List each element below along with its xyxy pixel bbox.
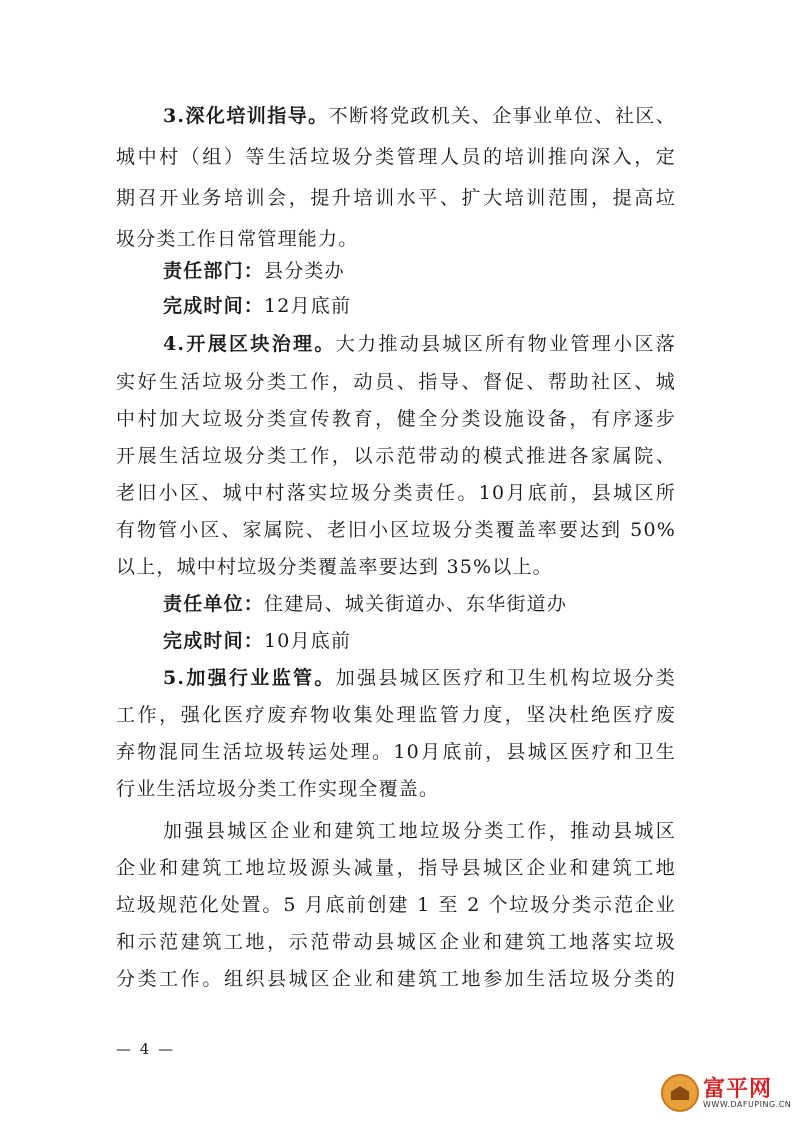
p4-deadline — [163, 629, 676, 653]
p4-line-6: 有物管小区、家属院、老旧小区垃圾分类覆盖率要达到 50% — [116, 519, 676, 541]
p4-line-1 — [163, 332, 676, 356]
p4-time-label: 完成时间： — [163, 630, 265, 652]
p6-line-5: 分类工作。组织县城区企业和建筑工地参加生活垃圾分类的 — [116, 968, 676, 990]
p3-time-value: 12月底前 — [264, 295, 352, 317]
p3-resp-label: 责任部门： — [163, 260, 265, 282]
p6-line-2: 企业和建筑工地垃圾源头减量，指导县城区企业和建筑工地 — [116, 857, 676, 879]
p6-line-3: 垃圾规范化处置。5 月底前创建 1 至 2 个垃圾分类示范企业 — [116, 894, 676, 916]
p3-line-3: 期召开业务培训会，提升培训水平、扩大培训范围，提高垃 — [116, 187, 676, 209]
p3-line-1 — [163, 104, 676, 128]
p5-line-2: 工作，强化医疗废弃物收集处理监管力度，坚决杜绝医疗废 — [116, 704, 676, 726]
p3-time-label: 完成时间： — [163, 295, 265, 317]
p6-line-4: 和示范建筑工地，示范带动县城区企业和建筑工地落实垃圾 — [116, 931, 676, 953]
p4-resp-label: 责任单位： — [163, 593, 265, 615]
p4-line-2: 实好生活垃圾分类工作，动员、指导、督促、帮助社区、城 — [116, 371, 676, 393]
p4-line-3: 中村加大垃圾分类宣传教育，健全分类设施设备，有序逐步 — [116, 408, 676, 430]
watermark-url: WWW.DAFUPING.CN — [703, 1100, 792, 1109]
p3-heading: 3.深化培训指导。 — [163, 105, 329, 127]
page-number: — 4 — — [116, 1040, 176, 1058]
p3-line-2: 城中村（组）等生活垃圾分类管理人员的培训推向深入，定 — [116, 146, 676, 168]
p5-line-3: 弃物混同生活垃圾转运处理。10月底前，县城区医疗和卫生 — [116, 741, 676, 763]
p4-line-5: 老旧小区、城中村落实垃圾分类责任。10月底前，县城区所 — [116, 482, 676, 504]
p6-line-1: 加强县城区企业和建筑工地垃圾分类工作，推动县城区 — [163, 820, 676, 842]
p5-text-1: 加强县城区医疗和卫生机构垃圾分类 — [335, 667, 676, 689]
p5-line-1 — [163, 666, 676, 690]
p5-heading: 5.加强行业监管。 — [163, 667, 336, 689]
pavilion-icon — [661, 1074, 699, 1112]
p3-line-4: 圾分类工作日常管理能力。 — [116, 228, 359, 250]
p4-text-1: 大力推动县城区所有物业管理小区落 — [335, 333, 676, 355]
p4-responsible — [163, 592, 676, 616]
watermark-logo — [657, 1070, 792, 1116]
p3-deadline — [163, 294, 676, 318]
p4-heading: 4.开展区块治理。 — [163, 333, 336, 355]
p3-responsible — [163, 259, 676, 283]
p4-line-4: 开展生活垃圾分类工作，以示范带动的模式推进各家属院、 — [116, 445, 676, 467]
p4-line-7: 以上，城中村垃圾分类覆盖率要达到 35%以上。 — [116, 556, 553, 578]
watermark-brand: 富平网 — [703, 1077, 773, 1102]
p5-line-4: 行业生活垃圾分类工作实现全覆盖。 — [116, 778, 440, 800]
p4-time-value: 10月底前 — [264, 630, 352, 652]
p3-resp-value: 县分类办 — [264, 260, 345, 282]
p3-text-1: 不断将党政机关、企事业单位、社区、 — [328, 105, 676, 127]
p4-resp-value: 住建局、城关街道办、东华街道办 — [264, 593, 568, 615]
